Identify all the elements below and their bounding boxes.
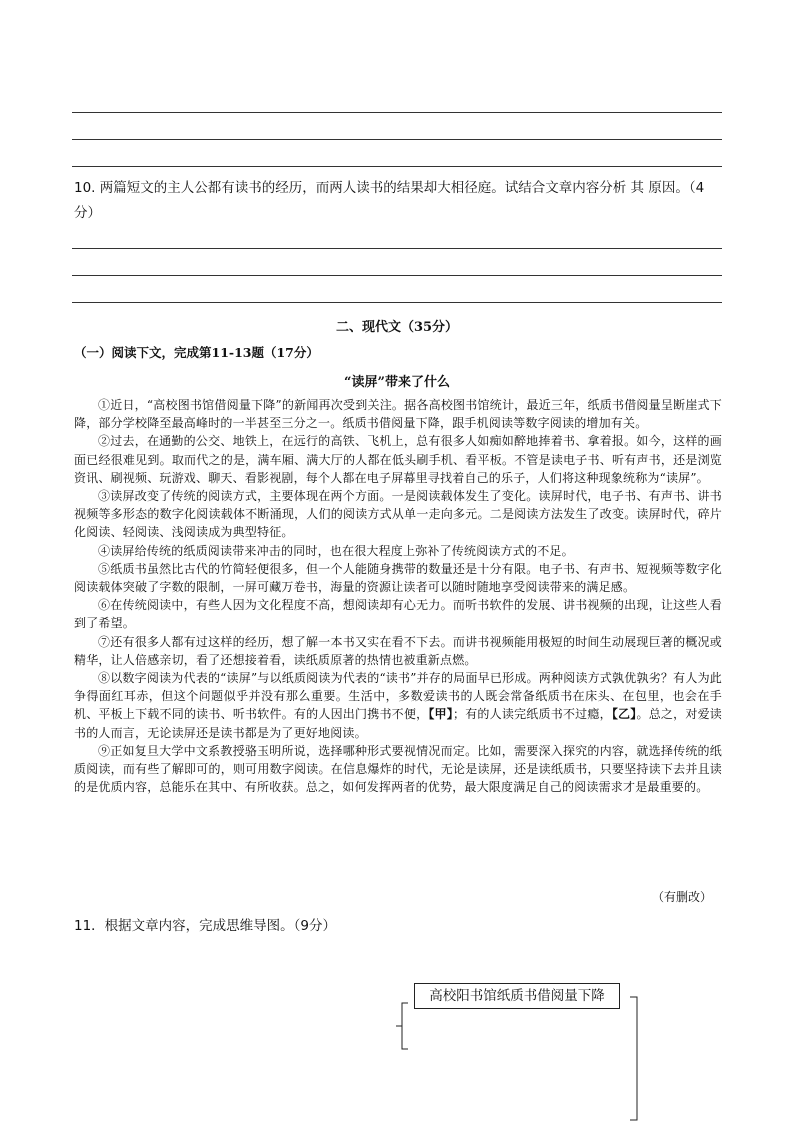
mindmap-left-bracket: [396, 1003, 408, 1049]
paragraph-8-part-3: 。总之，对爱读书的人而言，无论读屏还是读书都是为了更好地阅读。: [74, 707, 722, 740]
paragraph-7: ⑦还有很多人都有过这样的经历，想了解一本书又实在看不下去。而讲书视频能用极短的时间生动展现巨著的概况或精华，让人倍感亲切，看了还想接着看，读纸质原著的热情也被重新点燃。: [74, 634, 722, 667]
paragraph-5: ⑤纸质书虽然比古代的竹简轻便很多，但一个人能随身携带的数量还是十分有限。电子书、有声书、短视频等数字化阅读载体突破了字数的限制，一屏可藏万卷书，海量的资源让读者可以随时随地享受阅读带来的满足感。: [74, 561, 722, 595]
paragraph-6: ⑥在传统阅读中，有些人因为文化程度不高，想阅读却有心无力。而听书软件的发展、讲书视频的出现，让这些人看到了希望。: [74, 598, 722, 631]
blank-yi: 【乙】: [611, 707, 637, 722]
article-title: “读屏”带来了什么: [344, 375, 450, 390]
section-title: 二、现代文（35分）: [335, 320, 459, 335]
paragraph-1: ①近日，“高校图书馆借阅量下降”的新闻再次受到关注。据各高校图书馆统计，最近三年，纸质书借阅量呈断崖式下降，部分学校降至最高峰时的一半甚至三分之一。纸质书借阅量下降，跟手机阅读等数字阅读的增加有关。: [74, 398, 722, 431]
paragraph-8-part-2: ；有的人读完纸质书不过瘾，: [452, 707, 612, 722]
blank-jia: 【甲】: [428, 707, 453, 722]
paragraph-4: ④读屏给传统的纸质阅读带来冲击的同时，也在很大程度上弥补了传统阅读方式的不足。: [98, 543, 574, 558]
question-11: 11．根据文章内容，完成思维导图。（9分）: [74, 918, 337, 934]
mindmap-right-bracket: [630, 997, 637, 1120]
paragraph-8-part-1: ⑧以数字阅读为代表的“读屏”与以纸质阅读为代表的“读书”并存的局面早已形成。两种阅读方式孰优孰劣？有人为此争得面红耳赤，但这个问题似乎并没有那么重要。生活中，多数爱读书的人既会常备纸质书在床头、在包里，也会在手机、平板上下载不同的读书、听书软件。有的人因出门携书不便，: [74, 671, 722, 722]
mindmap-root-box: 高校阳书馆纸质书借阅量下降: [414, 983, 620, 1009]
paragraph-3: ③读屏改变了传统的阅读方式，主要体现在两个方面。一是阅读载体发生了变化。读屏时代，电子书、有声书、讲书视频等多形态的数字化阅读载体不断涌现，人们的阅读方式从单一走向多元。二是阅读方法发生了改变。读屏时代，碎片化阅读、轻阅读、浅阅读成为典型特征。: [74, 489, 722, 540]
source-note: （有删改）: [651, 890, 712, 904]
paragraph-9: ⑨正如复旦大学中文系教授骆玉明所说，选择哪种形式要视情况而定。比如，需要深入探究的内容，就选择传统的纸质阅读，而有些了解即可的，则可用数字阅读。在信息爆炸的时代，无论是读屏，还是读纸质书，只要坚持读下去并且读的是优质内容，总能乐在其中、有所收获。总之，如何发挥两者的优势，最大限度满足自己的阅读需求才是最重要的。: [74, 743, 722, 795]
part-heading: （一）阅读下文，完成第11-13题（17分）: [74, 345, 319, 360]
question-10: 10. 两篇短文的主人公都有读书的经历，而两人读书的结果却大相径庭。试结合文章内容分析 其 原因。（4分）: [74, 180, 705, 221]
paragraph-2: ②过去，在通勤的公交、地铁上，在远行的高铁、飞机上，总有很多人如痴如醉地捧着书、拿着报。如今，这样的画面已经很难见到。取而代之的是，满车厢、满大厅的人都在低头刷手机、看平板。不管是读电子书、听有声书，还是浏览资讯、刷视频、玩游戏、聊天、看影视剧，每个人都在电子屏幕里寻找着自己的乐子，人们将这种现象统称为“读屏”。: [74, 434, 722, 485]
